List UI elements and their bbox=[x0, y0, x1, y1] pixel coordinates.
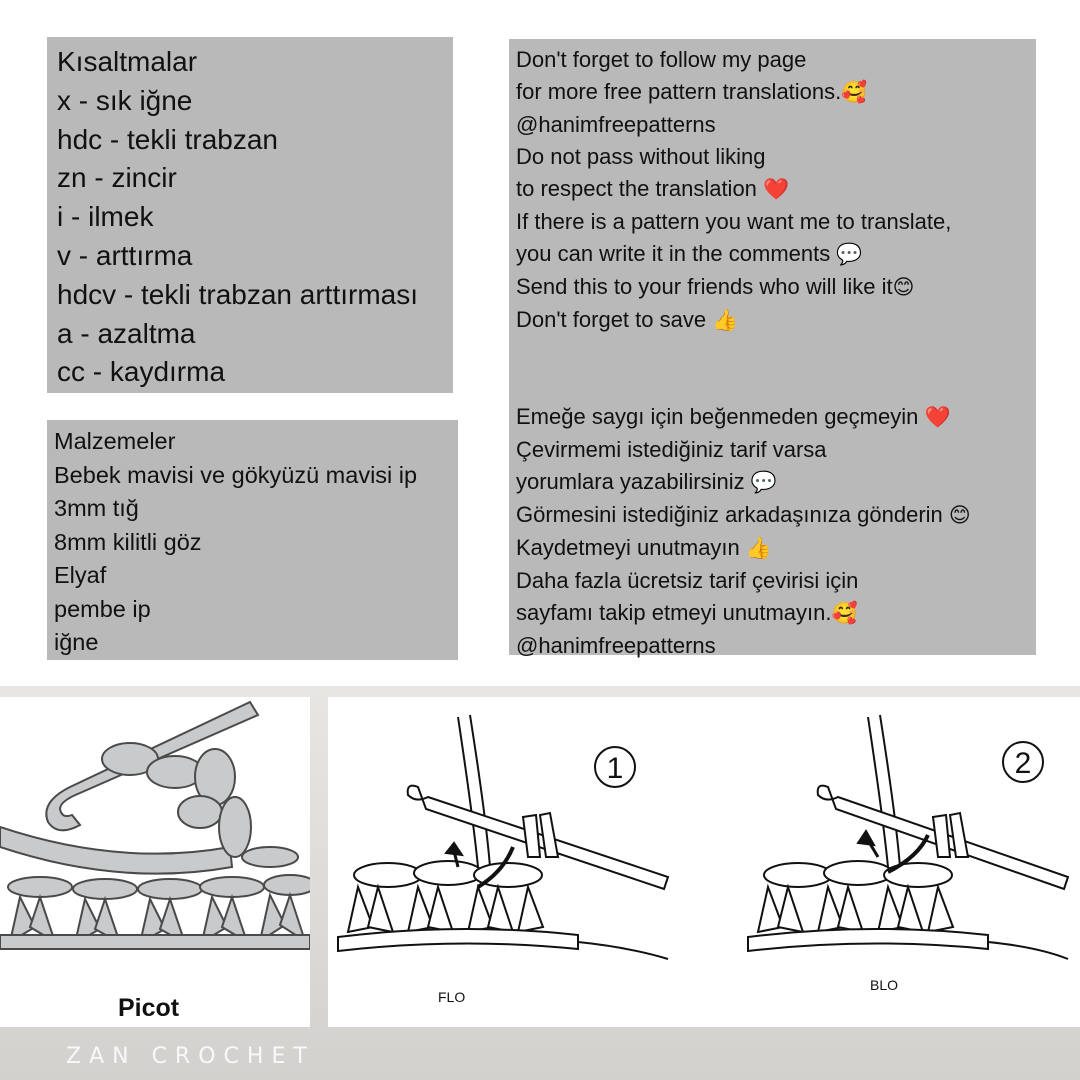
material-item: pembe ip bbox=[54, 595, 151, 622]
message-line: Don't forget to save 👍 bbox=[516, 304, 1029, 337]
materials-box bbox=[47, 420, 458, 660]
message-line: Görmesini istediğiniz arkadaşınıza gönderin 😊 bbox=[516, 499, 1029, 532]
message-line: If there is a pattern you want me to translate, bbox=[516, 209, 952, 234]
abbreviations-title: Kısaltmalar bbox=[57, 46, 198, 77]
material-item: 3mm tığ bbox=[54, 495, 139, 521]
blo-caption: BLO bbox=[870, 977, 899, 993]
material-item: 8mm kilitli göz bbox=[54, 528, 202, 555]
picot-diagram-panel bbox=[0, 697, 310, 1027]
message-spacer bbox=[516, 337, 1029, 401]
message-line: yorumlara yazabilirsiniz 💬 bbox=[516, 466, 1029, 499]
step-2-label: 2 bbox=[1014, 747, 1032, 780]
message-line: you can write it in the comments 💬 bbox=[516, 238, 1029, 271]
message-line: Daha fazla ücretsiz tarif çevirisi için bbox=[516, 568, 859, 593]
abbreviation-item: zn - zincir bbox=[57, 162, 177, 194]
message-line: Do not pass without liking bbox=[516, 144, 766, 169]
picot-stitch-illustration bbox=[0, 697, 310, 1027]
smile-emoji-icon: 😊 bbox=[892, 276, 915, 299]
flo-caption: FLO bbox=[438, 989, 466, 1005]
abbreviation-item: v - arttırma bbox=[57, 239, 193, 271]
abbreviations-box bbox=[47, 37, 453, 393]
abbreviation-item: x - sık iğne bbox=[57, 84, 193, 116]
message-line: Emeğe saygı için beğenmeden geçmeyin ❤️ bbox=[516, 401, 1029, 434]
smiling-hearts-emoji-icon: 🥰 bbox=[831, 602, 858, 625]
message-handle: @hanimfreepatterns bbox=[516, 633, 716, 658]
material-item: Bebek mavisi ve gökyüzü mavisi ip bbox=[54, 461, 418, 488]
flo-blo-diagram-panel bbox=[328, 697, 1080, 1027]
message-line: for more free pattern translations.🥰 bbox=[516, 76, 1029, 109]
message-box bbox=[509, 39, 1036, 658]
heart-emoji-icon: ❤️ bbox=[924, 406, 951, 429]
abbreviation-item: cc - kaydırma bbox=[57, 356, 226, 388]
speech-bubble-emoji-icon: 💬 bbox=[836, 243, 863, 266]
message-line: sayfamı takip etmeyi unutmayın.🥰 bbox=[516, 597, 1029, 630]
thumbs-up-emoji-icon: 👍 bbox=[712, 309, 739, 332]
message-line: to respect the translation ❤️ bbox=[516, 173, 1029, 206]
material-item: iğne bbox=[54, 629, 99, 655]
step-1-label: 1 bbox=[606, 752, 624, 785]
message-handle: @hanimfreepatterns bbox=[516, 112, 716, 137]
abbreviation-item: hdcv - tekli trabzan arttırması bbox=[57, 278, 419, 310]
abbreviation-item: i - ilmek bbox=[57, 201, 154, 233]
thumbs-up-emoji-icon: 👍 bbox=[745, 537, 772, 560]
message-line: Don't forget to follow my page bbox=[516, 47, 807, 72]
flo-blo-stitch-illustration bbox=[328, 697, 1080, 1027]
materials-title: Malzemeler bbox=[54, 428, 176, 454]
smile-emoji-icon: 😊 bbox=[948, 504, 971, 527]
heart-emoji-icon: ❤️ bbox=[763, 178, 790, 201]
speech-bubble-emoji-icon: 💬 bbox=[750, 471, 777, 494]
abbreviation-item: hdc - tekli trabzan bbox=[57, 123, 278, 155]
watermark: ZAN CROCHET bbox=[66, 1044, 315, 1069]
message-line: Çevirmemi istediğiniz tarif varsa bbox=[516, 437, 827, 462]
abbreviation-item: a - azaltma bbox=[57, 317, 196, 349]
material-item: Elyaf bbox=[54, 562, 107, 588]
message-line: Kaydetmeyi unutmayın 👍 bbox=[516, 532, 1029, 565]
message-line: Send this to your friends who will like it😊 bbox=[516, 271, 1029, 304]
smiling-hearts-emoji-icon: 🥰 bbox=[841, 81, 868, 104]
picot-caption: Picot bbox=[118, 994, 180, 1022]
